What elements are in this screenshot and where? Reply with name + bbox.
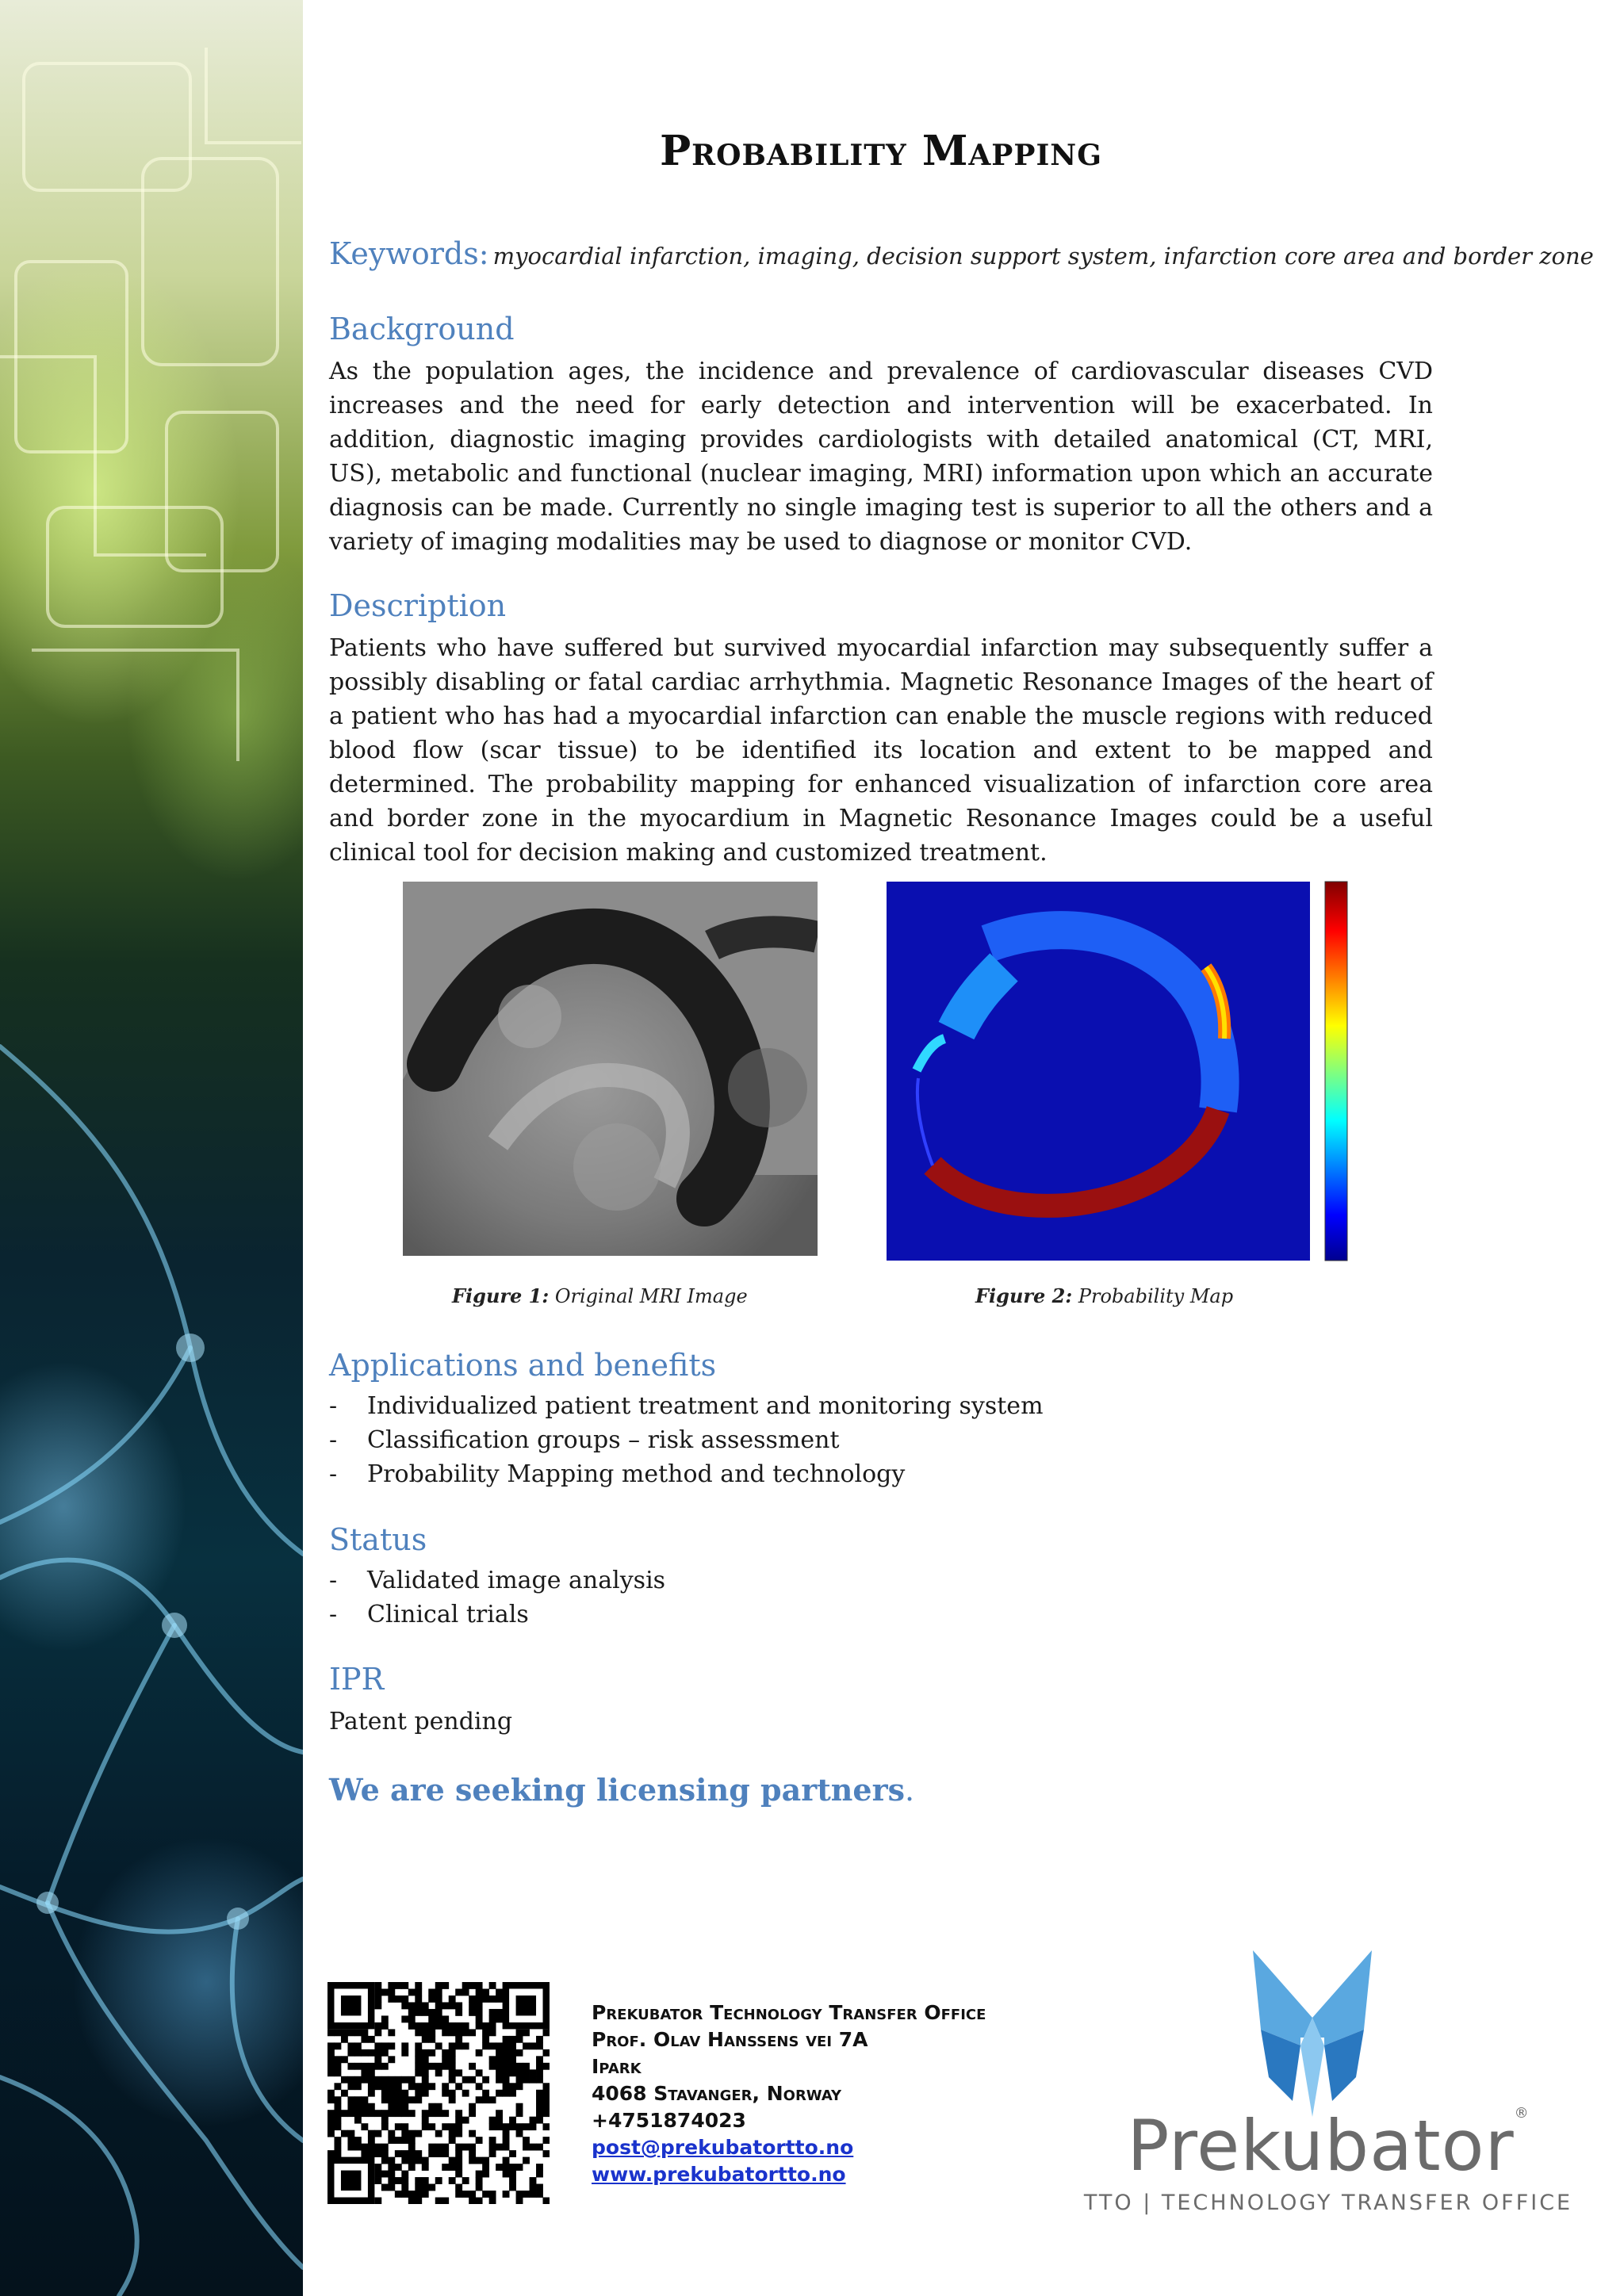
bullet-dash: - [329,1567,338,1594]
seeking-text: We are seeking licensing partners [329,1772,906,1808]
logo-tagline: TTO | TECHNOLOGY TRANSFER OFFICE [1083,2191,1573,2215]
mri-image [403,882,818,1256]
logo-word: Prekubator [1127,2105,1515,2187]
applications-heading: Applications and benefits [329,1348,717,1383]
list-item [329,1457,1433,1491]
figure-1-caption [452,1284,748,1307]
keywords-line [329,236,1594,271]
background-heading: Background [329,312,515,346]
ipr-text: Patent pending [329,1708,513,1735]
description-paragraph: Patients who have suffered but survived myocardial infarction may subsequently suffer a possibly disabling or fatal cardiac arrhythmia. Magnetic Resonance Images of the heart of a patient who has had a myocardial infarction can enable the muscle regions with reduced blood flow (scar tissue) to be identified its location and extent to be mapped and determined. The probability mapping for enhanced visualization of infarction core area and border zone in the myocardium in Magnetic Resonance Images could be a useful clinical tool for decision making and customized treatment. [329,634,1433,867]
street-address: Prof. Olav Hanssens vei 7A [592,2028,868,2051]
list-item [329,1423,1433,1457]
seeking-partners [329,1772,914,1808]
bullet-dash: - [329,1392,338,1420]
building-name: Ipark [592,2055,642,2078]
list-item-text: Individualized patient treatment and monitoring system [367,1392,1044,1420]
city-address: 4068 Stavanger, Norway [592,2082,842,2105]
seeking-punct: . [905,1773,915,1808]
keywords-text: myocardial infarction, imaging, decision support system, infarction core area and border zone [492,243,1594,270]
figure-1-caption-text: Original MRI Image [554,1285,748,1307]
ipr-heading: IPR [329,1662,385,1697]
org-name: Prekubator Technology Transfer Office [592,2001,986,2024]
list-item-text: Classification groups – risk assessment [367,1426,840,1454]
list-item [329,1389,1433,1423]
butterfly-logo-icon [1237,1942,1388,2125]
bullet-dash: - [329,1460,338,1488]
registered-mark: ® [1514,2105,1530,2122]
keywords-label: Keywords: [329,236,489,271]
phone-number: +4751874023 [592,2109,746,2132]
probability-map-image [869,880,1377,1269]
page-title: Probability Mapping [660,127,1102,175]
decorative-side-banner [0,0,303,2296]
list-item-text: Clinical trials [367,1601,529,1628]
list-item [329,1563,1433,1598]
applications-list [329,1389,1433,1491]
description-heading: Description [329,588,507,623]
status-list [329,1563,1433,1632]
figure-2-label: Figure 2: [975,1284,1073,1307]
figure-2-caption-text: Probability Map [1078,1285,1234,1307]
list-item-text: Probability Mapping method and technology [367,1460,906,1488]
figure-2-caption [975,1284,1233,1307]
prekubator-wordmark [1074,2105,1582,2187]
list-item [329,1598,1433,1632]
contact-address [592,1999,1067,2188]
qr-code[interactable] [327,1982,550,2204]
status-heading: Status [329,1522,427,1557]
bullet-dash: - [329,1426,338,1454]
website-link[interactable]: www.prekubatortto.no [592,2163,846,2186]
list-item-text: Validated image analysis [367,1567,666,1594]
figure-1-label: Figure 1: [452,1284,550,1307]
email-link[interactable]: post@prekubatortto.no [592,2136,854,2159]
circuit-network-artwork [0,0,303,2296]
bullet-dash: - [329,1601,338,1628]
background-paragraph: As the population ages, the incidence and prevalence of cardiovascular diseases CVD increases and the need for early detection and intervention will be exacerbated. In addition, diagnostic imaging provides cardiologists with detailed anatomical (CT, MRI, US), metabolic and functional (nuclear imaging, MRI) information upon which an accurate diagnosis can be made. Currently no single imaging test is superior to all the others and a variety of imaging modalities may be used to diagnose or monitor CVD. [329,358,1433,556]
qr-code-pattern [327,1982,550,2204]
